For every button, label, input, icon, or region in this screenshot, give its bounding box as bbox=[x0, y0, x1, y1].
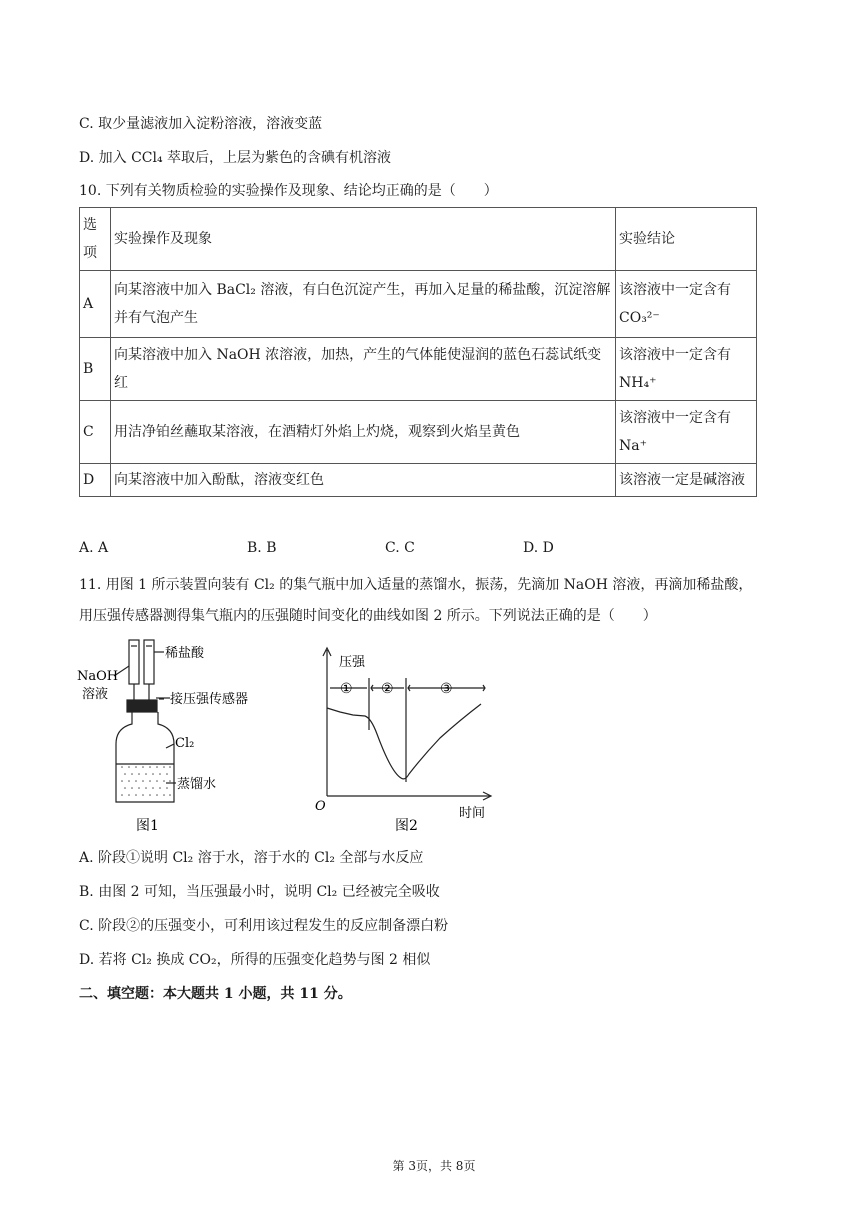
figure-1-caption: 图1 bbox=[136, 818, 159, 834]
pressure-curve bbox=[327, 704, 481, 779]
table-row bbox=[80, 271, 757, 338]
row-option: B bbox=[80, 338, 111, 401]
q10-table bbox=[79, 207, 757, 497]
q11-option-d: D. 若将 Cl₂ 换成 CO₂，所得的压强变化趋势与图 2 相似 bbox=[79, 952, 431, 968]
x-axis-label: 时间 bbox=[459, 806, 486, 821]
figure-2-pressure-curve bbox=[305, 644, 505, 836]
q11-stem-line1: 11. 用图 1 所示装置向装有 Cl₂ 的集气瓶中加入适量的蒸馏水，振荡，先滴加 NaOH 溶液，再滴加稀盐酸， bbox=[79, 577, 753, 593]
q10-option-a: A. A bbox=[79, 540, 109, 556]
q10-option-b: B. B bbox=[247, 540, 277, 556]
origin-label: O bbox=[315, 799, 326, 814]
table-header-row bbox=[80, 208, 757, 271]
hcl-label: 稀盐酸 bbox=[165, 646, 205, 661]
y-axis-label: 压强 bbox=[339, 655, 366, 670]
row-operation: 向某溶液中加入 NaOH 浓溶液，加热，产生的气体能使湿润的蓝色石蕊试纸变红 bbox=[111, 338, 616, 401]
q11-option-a: A. 阶段①说明 Cl₂ 溶于水，溶于水的 Cl₂ 全部与水反应 bbox=[79, 850, 424, 866]
figure-1-apparatus bbox=[74, 636, 274, 836]
table-row bbox=[80, 401, 757, 464]
page-footer: 第 3页，共 8页 bbox=[392, 1159, 476, 1173]
row-conclusion: 该溶液一定是碱溶液 bbox=[616, 464, 757, 497]
q9-option-c: C. 取少量滤液加入淀粉溶液，溶液变蓝 bbox=[79, 116, 323, 132]
q9-option-d: D. 加入 CCl₄ 萃取后，上层为紫色的含碘有机溶液 bbox=[79, 150, 392, 166]
q11-option-c: C. 阶段②的压强变小，可利用该过程发生的反应制备漂白粉 bbox=[79, 918, 449, 934]
figure-2-caption: 图2 bbox=[395, 818, 418, 834]
table-row bbox=[80, 464, 757, 497]
q10-stem: 10. 下列有关物质检验的实验操作及现象、结论均正确的是（ ） bbox=[79, 183, 498, 199]
row-conclusion: 该溶液中一定含有 NH₄⁺ bbox=[616, 338, 757, 401]
sensor-label: 接压强传感器 bbox=[170, 692, 249, 707]
water-label: 蒸馏水 bbox=[177, 777, 217, 792]
header-conclusion: 实验结论 bbox=[616, 208, 757, 271]
stage-3-label: ③ bbox=[440, 681, 453, 697]
q10-option-c: C. C bbox=[385, 540, 415, 556]
header-operation: 实验操作及现象 bbox=[111, 208, 616, 271]
stage-2-label: ② bbox=[381, 681, 394, 697]
row-option: C bbox=[80, 401, 111, 464]
row-operation: 用洁净铂丝蘸取某溶液，在酒精灯外焰上灼烧，观察到火焰呈黄色 bbox=[111, 401, 616, 464]
row-operation: 向某溶液中加入酚酞，溶液变红色 bbox=[111, 464, 616, 497]
row-conclusion: 该溶液中一定含有 CO₃²⁻ bbox=[616, 271, 757, 338]
row-operation: 向某溶液中加入 BaCl₂ 溶液，有白色沉淀产生，再加入足量的稀盐酸，沉淀溶解并有气泡产生 bbox=[111, 271, 616, 338]
naoh-label-2: 溶液 bbox=[82, 687, 109, 702]
q11-stem-line2: 用压强传感器测得集气瓶内的压强随时间变化的曲线如图 2 所示。下列说法正确的是（ ） bbox=[79, 608, 657, 624]
stage-1-label: ① bbox=[340, 681, 353, 697]
q10-option-d: D. D bbox=[523, 540, 554, 556]
header-option: 选项 bbox=[80, 208, 111, 271]
row-option: D bbox=[80, 464, 111, 497]
naoh-label: NaOH bbox=[77, 669, 119, 684]
stopper bbox=[127, 700, 157, 712]
row-conclusion: 该溶液中一定含有 Na⁺ bbox=[616, 401, 757, 464]
table-row bbox=[80, 338, 757, 401]
section-2-heading: 二、填空题：本大题共 1 小题，共 11 分。 bbox=[79, 986, 352, 1002]
q11-option-b: B. 由图 2 可知，当压强最小时，说明 Cl₂ 已经被完全吸收 bbox=[79, 884, 440, 900]
row-option: A bbox=[80, 271, 111, 338]
cl2-label: Cl₂ bbox=[175, 736, 195, 751]
